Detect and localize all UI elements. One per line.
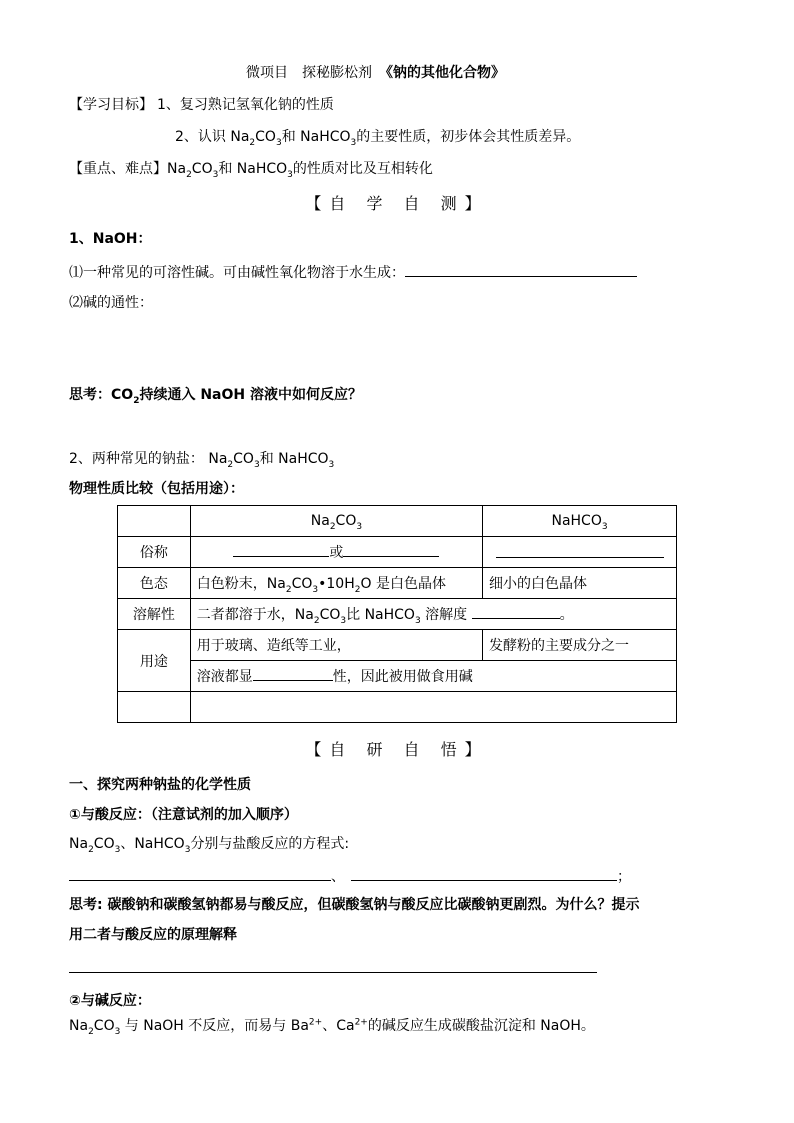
subscript: 2 bbox=[249, 137, 256, 148]
superscript: 2+ bbox=[308, 1017, 323, 1028]
subscript: 3 bbox=[601, 521, 608, 532]
subscript: 3 bbox=[287, 169, 293, 180]
objectives-line2 bbox=[175, 128, 580, 146]
cell-text: 溶解度 bbox=[420, 607, 472, 623]
cell-text: 白色粉末，Na bbox=[196, 576, 286, 592]
subscript: 2 bbox=[354, 584, 361, 595]
keypoints-tag: 【重点、难点】 bbox=[69, 161, 167, 177]
objectives-tag: 【学习目标】 bbox=[69, 97, 153, 113]
base-text: Na bbox=[69, 1018, 89, 1034]
subscript: 3 bbox=[340, 615, 347, 626]
acid-reaction-title: ①与酸反应：（注意试剂的加入顺序） bbox=[69, 807, 298, 823]
salts-text: 和 NaHCO bbox=[259, 451, 329, 467]
answer-blank[interactable] bbox=[343, 542, 439, 557]
page-title bbox=[246, 64, 505, 82]
think-question-2-line1: 思考: 碳酸钠和碳酸氢钠都易与酸反应，但碳酸氢钠与酸反应比碳酸钠更剧烈。为什么？提示 bbox=[69, 897, 640, 913]
naoh-question-2: ⑵碱的通性： bbox=[69, 295, 153, 311]
header-text: Na bbox=[310, 513, 330, 529]
think-question-2-line2: 用二者与酸反应的原理解释 bbox=[69, 927, 237, 943]
answer-blank[interactable] bbox=[233, 542, 329, 557]
answer-blank[interactable] bbox=[69, 958, 597, 973]
cell-text: 二者都溶于水，Na bbox=[196, 607, 314, 623]
objective-2-text: 和 NaHCO bbox=[281, 129, 351, 145]
row-label-solubility: 溶解性 bbox=[118, 599, 191, 630]
keypoints-text: 和 NaHCO bbox=[218, 161, 288, 177]
acid-equation-blanks bbox=[69, 866, 631, 886]
acid-prompt-text: CO bbox=[93, 836, 115, 852]
base-text: 与 NaOH 不反应，而易与 Ba bbox=[120, 1018, 309, 1034]
objective-2-text: CO bbox=[255, 129, 276, 145]
naoh-question-1-text: ⑴一种常见的可溶性碱。可由碱性氧化物溶于水生成： bbox=[69, 265, 405, 281]
subscript: 3 bbox=[114, 1026, 121, 1037]
base-reaction-text bbox=[69, 1017, 595, 1035]
naoh-heading: 1、NaOH： bbox=[69, 231, 152, 247]
table-header-row bbox=[118, 506, 677, 537]
row-label-uses: 用途 bbox=[118, 630, 191, 692]
objective-2-text: 2、认识 Na bbox=[175, 129, 250, 145]
subscript: 3 bbox=[356, 521, 363, 532]
separator: 、 bbox=[331, 869, 345, 885]
cell-text: CO bbox=[319, 607, 341, 623]
subscript: 2 bbox=[285, 584, 292, 595]
sodium-salts-heading bbox=[69, 450, 334, 468]
table-row-empty bbox=[118, 692, 677, 723]
naoh-question-1 bbox=[69, 262, 637, 282]
common-name-na2co3-cell bbox=[190, 537, 482, 568]
answer-blank[interactable] bbox=[496, 543, 664, 558]
keypoints-text: Na bbox=[167, 161, 187, 177]
cell-text: 。 bbox=[559, 607, 574, 623]
uses-shared-cell bbox=[190, 661, 676, 692]
cell-text: CO bbox=[291, 576, 313, 592]
salts-text: CO bbox=[233, 451, 254, 467]
subscript: 3 bbox=[275, 137, 282, 148]
subscript: 2 bbox=[313, 615, 320, 626]
salts-text: 2、两种常见的钠盐： Na bbox=[69, 451, 228, 467]
objectives-line1 bbox=[69, 96, 334, 114]
objective-2-text: 的主要性质，初步体会其性质差异。 bbox=[356, 129, 581, 145]
cell-text: 比 NaHCO bbox=[346, 607, 415, 623]
subscript: 3 bbox=[212, 169, 219, 180]
subscript: 3 bbox=[414, 615, 421, 626]
table-row bbox=[118, 599, 677, 630]
superscript: 2+ bbox=[354, 1017, 368, 1028]
subscript: 3 bbox=[184, 844, 191, 855]
objective-1: 1、复习熟记氢氧化钠的性质 bbox=[157, 97, 334, 113]
table-row bbox=[118, 661, 677, 692]
keypoints-text: 的性质对比及互相转化 bbox=[292, 161, 433, 177]
uses-na2co3-cell: 用于玻璃、造纸等工业， bbox=[190, 630, 482, 661]
think-question-1 bbox=[69, 386, 362, 404]
think-1-text: 思考：CO bbox=[69, 387, 134, 403]
subscript: 2 bbox=[329, 521, 336, 532]
or-text: 或 bbox=[329, 545, 344, 561]
uses-nahco3-cell: 发酵粉的主要成分之一 bbox=[483, 630, 677, 661]
acid-prompt-text: Na bbox=[69, 836, 89, 852]
chemical-properties-heading: 一、探究两种钠盐的化学性质 bbox=[69, 777, 251, 793]
header-text: NaHCO bbox=[551, 513, 602, 529]
appearance-na2co3-cell bbox=[190, 568, 482, 599]
subscript: 2 bbox=[133, 395, 140, 406]
title-main: 《钠的其他化合物》 bbox=[386, 65, 505, 81]
subscript: 3 bbox=[253, 459, 260, 470]
subscript: 3 bbox=[114, 844, 121, 855]
acid-prompt-text: 、NaHCO bbox=[120, 836, 185, 852]
table-corner-cell bbox=[118, 506, 191, 537]
subscript: 3 bbox=[350, 137, 357, 148]
header-text: CO bbox=[335, 513, 357, 529]
base-reaction-title: ②与碱反应： bbox=[69, 993, 151, 1009]
header-nahco3 bbox=[483, 506, 677, 537]
answer-blank[interactable] bbox=[351, 866, 617, 881]
subscript: 3 bbox=[312, 584, 319, 595]
empty-cell bbox=[190, 692, 676, 723]
base-text: CO bbox=[93, 1018, 115, 1034]
acid-equation-prompt bbox=[69, 835, 349, 853]
cell-text: 溶液都显 bbox=[196, 669, 253, 685]
acid-prompt-text: 分别与盐酸反应的方程式: bbox=[190, 836, 350, 852]
row-label-appearance: 色态 bbox=[118, 568, 191, 599]
subscript: 2 bbox=[186, 169, 192, 180]
subscript: 2 bbox=[88, 1026, 94, 1037]
base-text: 、Ca bbox=[322, 1018, 355, 1034]
appearance-nahco3-cell: 细小的白色晶体 bbox=[483, 568, 677, 599]
table-row bbox=[118, 568, 677, 599]
header-na2co3 bbox=[190, 506, 482, 537]
subscript: 2 bbox=[88, 844, 94, 855]
answer-blank[interactable] bbox=[472, 604, 560, 619]
subscript: 2 bbox=[227, 459, 234, 470]
row-label-common-name: 俗称 bbox=[118, 537, 191, 568]
keypoints-text: CO bbox=[191, 161, 213, 177]
properties-table bbox=[117, 505, 677, 723]
think-1-text: 持续通入 NaOH 溶液中如何反应？ bbox=[139, 387, 362, 403]
cell-text: 性，因此被用做食用碱 bbox=[332, 669, 473, 685]
cell-text: O 是白色晶体 bbox=[360, 576, 446, 592]
table-row bbox=[118, 537, 677, 568]
base-text: 的碱反应生成碳酸盐沉淀和 NaOH。 bbox=[367, 1018, 595, 1034]
keypoints-line bbox=[69, 160, 433, 178]
empty-cell bbox=[118, 692, 191, 723]
solubility-cell bbox=[190, 599, 676, 630]
answer-blank[interactable] bbox=[405, 262, 637, 277]
physical-properties-heading: 物理性质比较（包括用途）： bbox=[69, 481, 244, 497]
answer-blank[interactable] bbox=[69, 866, 331, 881]
think-answer-blank-line bbox=[69, 958, 597, 978]
common-name-nahco3-cell bbox=[483, 537, 677, 568]
subscript: 3 bbox=[328, 459, 335, 470]
table-row bbox=[118, 630, 677, 661]
cell-text: •10H bbox=[318, 576, 355, 592]
title-prefix: 微项目 探秘膨松剂 bbox=[246, 65, 386, 81]
separator: ； bbox=[617, 869, 631, 885]
section-title-self-research: 【自 研 自 悟】 bbox=[305, 740, 489, 759]
answer-blank[interactable] bbox=[253, 666, 333, 681]
section-title-self-study: 【自 学 自 测】 bbox=[305, 194, 489, 213]
